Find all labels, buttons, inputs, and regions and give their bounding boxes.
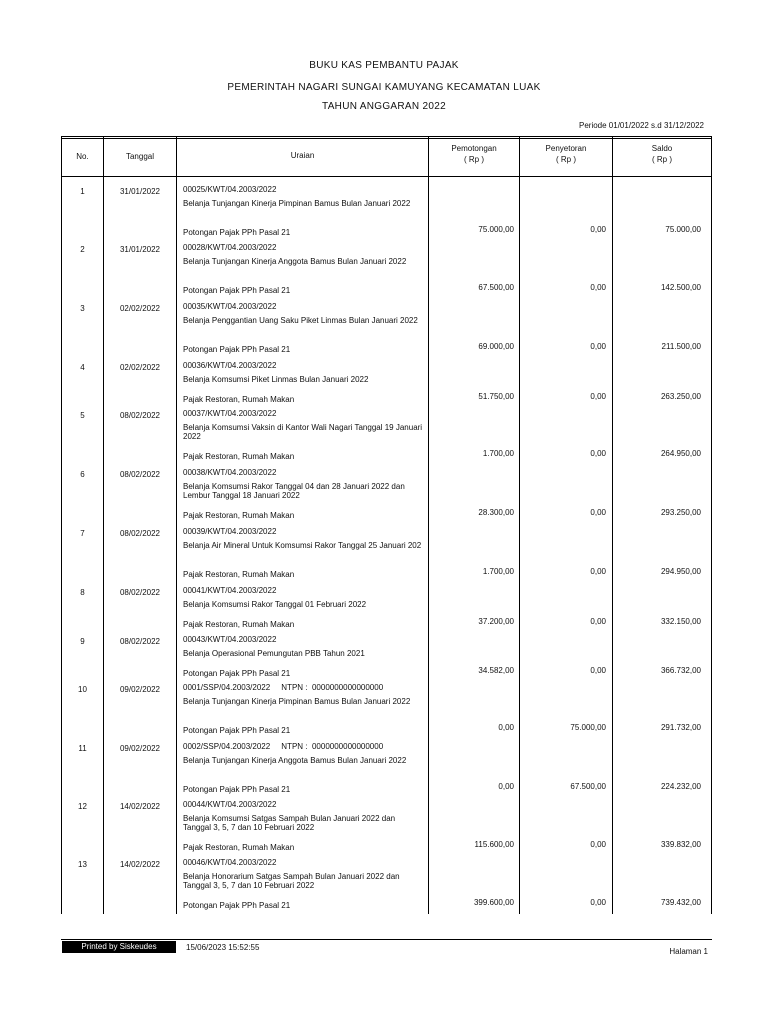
row-tax-type: Pajak Restoran, Rumah Makan: [183, 620, 295, 629]
printed-at: 15/06/2023 15:52:55: [186, 943, 260, 952]
row-no: 6: [80, 470, 85, 479]
row-tax-type: Potongan Pajak PPh Pasal 21: [183, 669, 291, 678]
row-date: 08/02/2022: [119, 588, 161, 597]
row-description: Belanja Operasional Pemungutan PBB Tahun 2021: [183, 649, 365, 658]
row-penyetoran: 0,00: [590, 666, 606, 675]
row-ref: 0002/SSP/04.2003/2022 NTPN : 0000000000000000: [183, 742, 384, 751]
row-no: 1: [80, 187, 85, 196]
row-description: Belanja Tunjangan Kinerja Anggota Bamus Bulan Januari 2022: [183, 756, 407, 765]
row-description: Belanja Honorarium Satgas Sampah Bulan Januari 2022 dan Tanggal 3, 5, 7 dan 10 Februari 2022: [183, 872, 400, 890]
row-pemotongan: 28.300,00: [478, 508, 514, 517]
row-no: 12: [78, 802, 87, 811]
row-date: 09/02/2022: [119, 744, 161, 753]
row-saldo: 264.950,00: [660, 449, 701, 458]
row-date: 02/02/2022: [119, 304, 161, 313]
row-ref: 00044/KWT/04.2003/2022: [183, 800, 277, 809]
row-tax-type: Potongan Pajak PPh Pasal 21: [183, 785, 291, 794]
row-saldo: 75.000,00: [665, 225, 701, 234]
row-pemotongan: 67.500,00: [478, 283, 514, 292]
row-no: 3: [80, 304, 85, 313]
row-pemotongan: 0,00: [498, 723, 514, 732]
row-tax-type: Pajak Restoran, Rumah Makan: [183, 395, 295, 404]
row-saldo: 142.500,00: [660, 283, 701, 292]
row-ref: 00038/KWT/04.2003/2022: [183, 468, 277, 477]
row-ref: 00025/KWT/04.2003/2022: [183, 185, 277, 194]
row-ref: 00041/KWT/04.2003/2022: [183, 586, 277, 595]
row-description: Belanja Air Mineral Untuk Komsumsi Rakor Tanggal 25 Januari 202: [183, 541, 422, 550]
col-header-saldo: [613, 143, 711, 165]
row-penyetoran: 0,00: [590, 392, 606, 401]
row-no: 8: [80, 588, 85, 597]
row-no: 13: [78, 860, 87, 869]
row-tax-type: Potongan Pajak PPh Pasal 21: [183, 228, 291, 237]
row-date: 08/02/2022: [119, 637, 161, 646]
row-date: 08/02/2022: [119, 411, 161, 420]
row-penyetoran: 0,00: [590, 508, 606, 517]
row-no: 11: [78, 744, 87, 753]
col-header-no: No.: [76, 152, 89, 161]
row-pemotongan: 75.000,00: [478, 225, 514, 234]
row-penyetoran: 75.000,00: [570, 723, 606, 732]
col-header-uraian: Uraian: [290, 151, 315, 160]
report-subtitle: PEMERINTAH NAGARI SUNGAI KAMUYANG KECAMATAN LUAK: [227, 82, 541, 93]
row-ref: 0001/SSP/04.2003/2022 NTPN : 0000000000000000: [183, 683, 384, 692]
row-description: Belanja Komsumsi Rakor Tanggal 04 dan 28 Januari 2022 dan Lembur Tanggal 18 Januari 2022: [183, 482, 405, 500]
row-ref: 00046/KWT/04.2003/2022: [183, 858, 277, 867]
row-penyetoran: 0,00: [590, 898, 606, 907]
row-tax-type: Pajak Restoran, Rumah Makan: [183, 570, 295, 579]
row-saldo: 263.250,00: [660, 392, 701, 401]
row-pemotongan: 1.700,00: [482, 567, 514, 576]
row-saldo: 339.832,00: [660, 840, 701, 849]
row-saldo: 293.250,00: [660, 508, 701, 517]
row-ref: 00028/KWT/04.2003/2022: [183, 243, 277, 252]
row-tax-type: Pajak Restoran, Rumah Makan: [183, 452, 295, 461]
row-no: 4: [80, 363, 85, 372]
row-saldo: 224.232,00: [660, 782, 701, 791]
row-date: 31/01/2022: [119, 187, 161, 196]
row-pemotongan: 37.200,00: [478, 617, 514, 626]
row-no: 10: [78, 685, 87, 694]
row-description: Belanja Tunjangan Kinerja Anggota Bamus Bulan Januari 2022: [183, 257, 407, 266]
row-description: Belanja Komsumsi Piket Linmas Bulan Januari 2022: [183, 375, 369, 384]
row-pemotongan: 115.600,00: [474, 840, 514, 849]
row-saldo: 211.500,00: [661, 342, 701, 351]
row-pemotongan: 34.582,00: [478, 666, 514, 675]
row-description: Belanja Penggantian Uang Saku Piket Linmas Bulan Januari 2022: [183, 316, 418, 325]
row-date: 08/02/2022: [119, 529, 161, 538]
row-pemotongan: 1.700,00: [482, 449, 514, 458]
row-description: Belanja Tunjangan Kinerja Pimpinan Bamus Bulan Januari 2022: [183, 697, 411, 706]
row-penyetoran: 0,00: [590, 283, 606, 292]
row-description: Belanja Komsumsi Rakor Tanggal 01 Februari 2022: [183, 600, 367, 609]
row-date: 09/02/2022: [119, 685, 161, 694]
row-tax-type: Potongan Pajak PPh Pasal 21: [183, 726, 291, 735]
col-header-pemotongan-unit: ( Rp ): [464, 155, 484, 164]
row-penyetoran: 0,00: [590, 840, 606, 849]
row-penyetoran: 0,00: [590, 617, 606, 626]
col-header-pemotongan: [429, 143, 519, 165]
row-ref: 00039/KWT/04.2003/2022: [183, 527, 277, 536]
row-date: 14/02/2022: [119, 802, 161, 811]
col-header-saldo-label: Saldo: [651, 144, 673, 153]
row-penyetoran: 0,00: [590, 449, 606, 458]
row-saldo: 366.732,00: [660, 666, 701, 675]
row-ref: 00037/KWT/04.2003/2022: [183, 409, 277, 418]
col-header-saldo-unit: ( Rp ): [652, 155, 672, 164]
printed-by-badge: Printed by Siskeudes: [62, 941, 176, 953]
col-header-tanggal: Tanggal: [125, 152, 155, 161]
report-title: BUKU KAS PEMBANTU PAJAK: [309, 60, 459, 71]
row-description: Belanja Tunjangan Kinerja Pimpinan Bamus Bulan Januari 2022: [183, 199, 411, 208]
row-no: 7: [80, 529, 85, 538]
row-tax-type: Potongan Pajak PPh Pasal 21: [183, 286, 291, 295]
col-header-penyetoran-label: Penyetoran: [545, 144, 587, 153]
row-date: 02/02/2022: [119, 363, 161, 372]
row-penyetoran: 0,00: [590, 342, 606, 351]
row-tax-type: Pajak Restoran, Rumah Makan: [183, 843, 295, 852]
row-tax-type: Potongan Pajak PPh Pasal 21: [183, 345, 291, 354]
row-ref: 00043/KWT/04.2003/2022: [183, 635, 277, 644]
row-pemotongan: 399.600,00: [473, 898, 514, 907]
row-tax-type: Pajak Restoran, Rumah Makan: [183, 511, 295, 520]
row-penyetoran: 0,00: [590, 567, 606, 576]
col-header-pemotongan-label: Pemotongan: [451, 144, 497, 153]
row-pemotongan: 69.000,00: [478, 342, 514, 351]
row-date: 31/01/2022: [119, 245, 161, 254]
row-saldo: 332.150,00: [660, 617, 701, 626]
row-penyetoran: 67.500,00: [570, 782, 606, 791]
report-year: TAHUN ANGGARAN 2022: [322, 101, 446, 112]
row-tax-type: Potongan Pajak PPh Pasal 21: [183, 901, 291, 910]
row-ref: 00035/KWT/04.2003/2022: [183, 302, 277, 311]
row-saldo: 294.950,00: [660, 567, 701, 576]
page-number: Halaman 1: [669, 947, 708, 956]
row-saldo: 739.432,00: [660, 898, 701, 907]
col-header-penyetoran: [520, 143, 612, 165]
row-pemotongan: 51.750,00: [478, 392, 514, 401]
row-description: Belanja Komsumsi Vaksin di Kantor Wali Nagari Tanggal 19 Januari 2022: [183, 423, 423, 441]
col-header-penyetoran-unit: ( Rp ): [556, 155, 576, 164]
row-penyetoran: 0,00: [590, 225, 606, 234]
row-saldo: 291.732,00: [660, 723, 701, 732]
row-ref: 00036/KWT/04.2003/2022: [183, 361, 277, 370]
row-pemotongan: 0,00: [498, 782, 514, 791]
row-date: 08/02/2022: [119, 470, 161, 479]
row-description: Belanja Komsumsi Satgas Sampah Bulan Januari 2022 dan Tanggal 3, 5, 7 dan 10 Februari 2022: [183, 814, 396, 832]
row-no: 9: [80, 637, 85, 646]
report-periode: Periode 01/01/2022 s.d 31/12/2022: [579, 121, 704, 130]
row-date: 14/02/2022: [119, 860, 161, 869]
row-no: 5: [80, 411, 85, 420]
row-no: 2: [80, 245, 85, 254]
